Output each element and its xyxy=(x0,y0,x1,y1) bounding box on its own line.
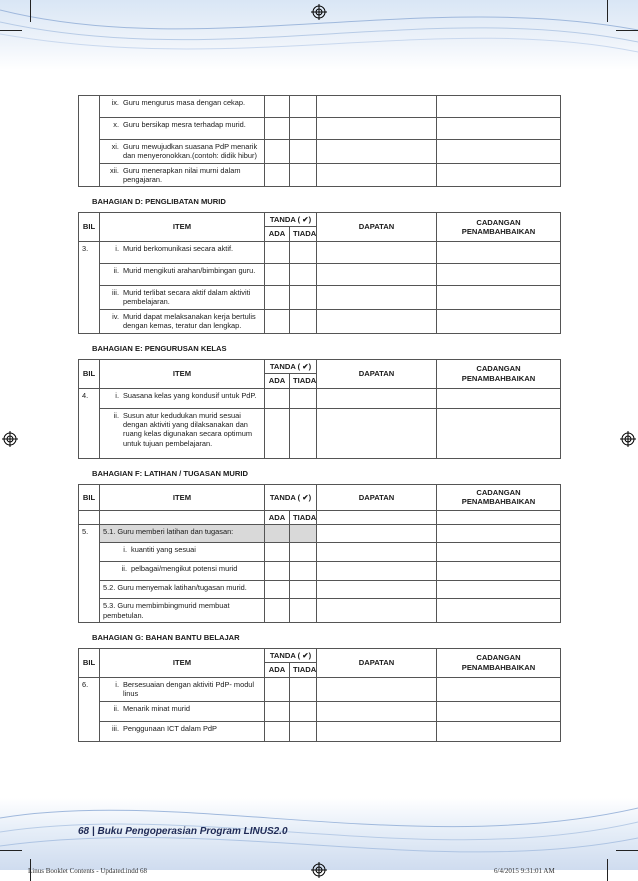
table-row xyxy=(79,163,561,187)
table-row xyxy=(79,309,561,333)
table-header-row xyxy=(79,359,561,373)
bil-cell: 3. xyxy=(79,241,100,333)
table-row xyxy=(79,96,561,118)
table-header-row xyxy=(79,213,561,227)
tiada-cell[interactable] xyxy=(290,96,317,118)
col-header-item: ITEM xyxy=(100,648,265,677)
ada-cell[interactable] xyxy=(265,140,290,164)
table-row xyxy=(79,285,561,309)
cadangan-cell[interactable] xyxy=(437,241,561,263)
tiada-cell[interactable] xyxy=(290,388,317,408)
table-section-c xyxy=(78,95,561,187)
section-title: BAHAGIAN G: BAHAN BANTU BELAJAR xyxy=(92,632,240,642)
dapatan-cell[interactable] xyxy=(317,96,437,118)
registration-mark-icon xyxy=(311,4,327,20)
col-header-ada: ADA xyxy=(265,374,290,388)
col-header-tanda: TANDA ( ✔) xyxy=(265,648,317,662)
tiada-cell[interactable] xyxy=(290,163,317,187)
table-row xyxy=(79,263,561,285)
cadangan-cell[interactable] xyxy=(437,599,561,623)
col-header-dapatan: DAPATAN xyxy=(317,648,437,677)
table-section-d xyxy=(78,212,561,334)
ada-cell[interactable] xyxy=(265,388,290,408)
cadangan-cell[interactable] xyxy=(437,581,561,599)
crop-mark xyxy=(30,0,31,22)
cadangan-cell[interactable] xyxy=(437,163,561,187)
cadangan-cell[interactable] xyxy=(437,96,561,118)
dapatan-cell[interactable] xyxy=(317,285,437,309)
tiada-cell[interactable] xyxy=(290,408,317,458)
ada-cell[interactable] xyxy=(265,285,290,309)
ada-cell[interactable] xyxy=(265,677,290,701)
col-header-ada: ADA xyxy=(265,663,290,677)
cadangan-cell[interactable] xyxy=(437,562,561,581)
item-cell: ii. Menarik minat murid xyxy=(100,701,265,721)
tiada-cell[interactable] xyxy=(290,581,317,599)
item-cell: xii. Guru menerapkan nilai murni dalam pengajaran. xyxy=(100,163,265,187)
dapatan-cell[interactable] xyxy=(317,388,437,408)
item-cell: 5.2. Guru menyemak latihan/tugasan murid. xyxy=(100,581,265,599)
col-header-tanda: TANDA ( ✔) xyxy=(265,484,317,510)
table-row xyxy=(79,562,561,581)
blank-header xyxy=(79,510,100,524)
cadangan-cell[interactable] xyxy=(437,525,561,543)
col-header-bil: BIL xyxy=(79,213,100,242)
col-header-item: ITEM xyxy=(100,484,265,510)
item-cell: iii. Murid terlibat secara aktif dalam aktiviti pembelajaran. xyxy=(100,285,265,309)
dapatan-cell[interactable] xyxy=(317,599,437,623)
col-header-tiada: TIADA xyxy=(290,663,317,677)
ada-cell[interactable] xyxy=(265,163,290,187)
page-footer-label: 68 | Buku Pengoperasian Program LINUS2.0 xyxy=(78,826,288,837)
dapatan-cell[interactable] xyxy=(317,525,437,543)
tiada-cell[interactable] xyxy=(290,140,317,164)
dapatan-cell[interactable] xyxy=(317,677,437,701)
bil-cell: 6. xyxy=(79,677,100,741)
bil-cell: 4. xyxy=(79,388,100,458)
col-header-tiada: TIADA xyxy=(290,510,317,524)
cadangan-cell[interactable] xyxy=(437,309,561,333)
registration-mark-icon xyxy=(620,431,636,447)
table-row xyxy=(79,388,561,408)
table-row xyxy=(79,118,561,140)
col-header-dapatan: DAPATAN xyxy=(317,359,437,388)
section-title: BAHAGIAN D: PENGLIBATAN MURID xyxy=(92,197,226,206)
item-cell: i. Suasana kelas yang kondusif untuk PdP. xyxy=(100,388,265,408)
col-header-ada: ADA xyxy=(265,227,290,241)
col-header-cadangan: CADANGAN PENAMBAHBAIKAN xyxy=(437,484,561,510)
tiada-cell[interactable] xyxy=(290,118,317,140)
table-row xyxy=(79,408,561,458)
crop-mark xyxy=(607,0,608,22)
dapatan-cell[interactable] xyxy=(317,701,437,721)
ada-cell[interactable] xyxy=(265,96,290,118)
col-header-cadangan: CADANGAN PENAMBAHBAIKAN xyxy=(437,648,561,677)
crop-mark xyxy=(0,850,22,851)
cadangan-cell[interactable] xyxy=(437,118,561,140)
ada-cell[interactable] xyxy=(265,701,290,721)
item-cell: iii. Penggunaan ICT dalam PdP xyxy=(100,721,265,741)
tiada-cell[interactable] xyxy=(290,701,317,721)
cadangan-cell[interactable] xyxy=(437,543,561,562)
col-header-item: ITEM xyxy=(100,359,265,388)
blank-header xyxy=(100,510,265,524)
dapatan-cell[interactable] xyxy=(317,140,437,164)
tiada-cell[interactable] xyxy=(290,241,317,263)
table-row xyxy=(79,543,561,562)
cadangan-cell[interactable] xyxy=(437,408,561,458)
col-header-bil: BIL xyxy=(79,359,100,388)
crop-mark xyxy=(607,859,608,881)
dapatan-cell[interactable] xyxy=(317,309,437,333)
table-row xyxy=(79,241,561,263)
col-header-tiada: TIADA xyxy=(290,227,317,241)
item-cell: i. kuantiti yang sesuai xyxy=(100,543,265,562)
item-cell: ii. Susun atur kedudukan murid sesuai dengan aktiviti yang dilaksanakan dan ruang kelas digunakan secara optimum untuk tujuan pembelajaran. xyxy=(100,408,265,458)
print-slug-timestamp: 6/4/2015 9:31:01 AM xyxy=(494,867,555,875)
dapatan-cell[interactable] xyxy=(317,263,437,285)
tiada-cell[interactable] xyxy=(290,309,317,333)
dapatan-cell[interactable] xyxy=(317,543,437,562)
item-cell: ix. Guru mengurus masa dengan cekap. xyxy=(100,96,265,118)
col-header-item: ITEM xyxy=(100,213,265,242)
cadangan-cell[interactable] xyxy=(437,263,561,285)
col-header-bil: BIL xyxy=(79,484,100,510)
ada-cell[interactable] xyxy=(265,599,290,623)
ada-cell[interactable] xyxy=(265,721,290,741)
cadangan-cell[interactable] xyxy=(437,701,561,721)
table-row xyxy=(79,599,561,623)
table-header-row xyxy=(79,648,561,662)
ada-cell[interactable] xyxy=(265,581,290,599)
tiada-cell[interactable] xyxy=(290,677,317,701)
table-row xyxy=(79,701,561,721)
ada-cell[interactable] xyxy=(265,241,290,263)
dapatan-cell[interactable] xyxy=(317,581,437,599)
tiada-cell xyxy=(290,525,317,543)
dapatan-cell[interactable] xyxy=(317,118,437,140)
crop-mark xyxy=(0,30,22,31)
tiada-cell[interactable] xyxy=(290,562,317,581)
ada-cell[interactable] xyxy=(265,408,290,458)
col-header-tanda: TANDA ( ✔) xyxy=(265,359,317,373)
dapatan-cell[interactable] xyxy=(317,562,437,581)
col-header-cadangan: CADANGAN PENAMBAHBAIKAN xyxy=(437,359,561,388)
blank-header xyxy=(317,510,437,524)
table-row xyxy=(79,525,561,543)
bil-cell xyxy=(79,96,100,187)
table-row xyxy=(79,140,561,164)
print-slug-filename: Linus Booklet Contents - Updated.indd 68 xyxy=(28,867,147,875)
col-header-bil: BIL xyxy=(79,648,100,677)
table-header-row xyxy=(79,510,561,524)
dapatan-cell[interactable] xyxy=(317,721,437,741)
ada-cell xyxy=(265,525,290,543)
bil-cell: 5. xyxy=(79,525,100,623)
table-header-row xyxy=(79,484,561,510)
col-header-dapatan: DAPATAN xyxy=(317,213,437,242)
table-section-f xyxy=(78,484,561,623)
tiada-cell[interactable] xyxy=(290,599,317,623)
ada-cell[interactable] xyxy=(265,309,290,333)
item-cell: ii. Murid mengikuti arahan/bimbingan guru. xyxy=(100,263,265,285)
ada-cell[interactable] xyxy=(265,263,290,285)
col-header-cadangan: CADANGAN PENAMBAHBAIKAN xyxy=(437,213,561,242)
item-cell: iv. Murid dapat melaksanakan kerja bertulis dengan kemas, teratur dan lengkap. xyxy=(100,309,265,333)
item-cell: 5.1. Guru memberi latihan dan tugasan: xyxy=(100,525,265,543)
crop-mark xyxy=(616,850,638,851)
table-section-e xyxy=(78,359,561,459)
blank-header xyxy=(437,510,561,524)
table-row xyxy=(79,677,561,701)
cadangan-cell[interactable] xyxy=(437,721,561,741)
cadangan-cell[interactable] xyxy=(437,140,561,164)
dapatan-cell[interactable] xyxy=(317,408,437,458)
tiada-cell[interactable] xyxy=(290,543,317,562)
col-header-tiada: TIADA xyxy=(290,374,317,388)
col-header-tanda: TANDA ( ✔) xyxy=(265,213,317,227)
tiada-cell[interactable] xyxy=(290,721,317,741)
col-header-dapatan: DAPATAN xyxy=(317,484,437,510)
page-content xyxy=(78,95,561,742)
tiada-cell[interactable] xyxy=(290,285,317,309)
item-cell: x. Guru bersikap mesra terhadap murid. xyxy=(100,118,265,140)
section-title: BAHAGIAN F: LATIHAN / TUGASAN MURID xyxy=(92,468,248,478)
cadangan-cell[interactable] xyxy=(437,388,561,408)
dapatan-cell[interactable] xyxy=(317,163,437,187)
col-header-ada: ADA xyxy=(265,510,290,524)
ada-cell[interactable] xyxy=(265,543,290,562)
cadangan-cell[interactable] xyxy=(437,677,561,701)
section-title: BAHAGIAN E: PENGURUSAN KELAS xyxy=(92,343,227,353)
cadangan-cell[interactable] xyxy=(437,285,561,309)
item-cell: 5.3. Guru membimbingmurid membuat pembetulan. xyxy=(100,599,265,623)
item-cell: i. Murid berkomunikasi secara aktif. xyxy=(100,241,265,263)
table-row xyxy=(79,721,561,741)
registration-mark-icon xyxy=(2,431,18,447)
registration-mark-icon xyxy=(311,862,327,878)
item-cell: xi. Guru mewujudkan suasana PdP menarik dan menyeronokkan.(contoh: didik hibur) xyxy=(100,140,265,164)
item-cell: ii. pelbagai/mengikut potensi murid xyxy=(100,562,265,581)
table-row xyxy=(79,581,561,599)
ada-cell[interactable] xyxy=(265,118,290,140)
ada-cell[interactable] xyxy=(265,562,290,581)
table-section-g xyxy=(78,648,561,742)
item-cell: i. Bersesuaian dengan aktiviti PdP- modul linus xyxy=(100,677,265,701)
crop-mark xyxy=(616,30,638,31)
tiada-cell[interactable] xyxy=(290,263,317,285)
dapatan-cell[interactable] xyxy=(317,241,437,263)
